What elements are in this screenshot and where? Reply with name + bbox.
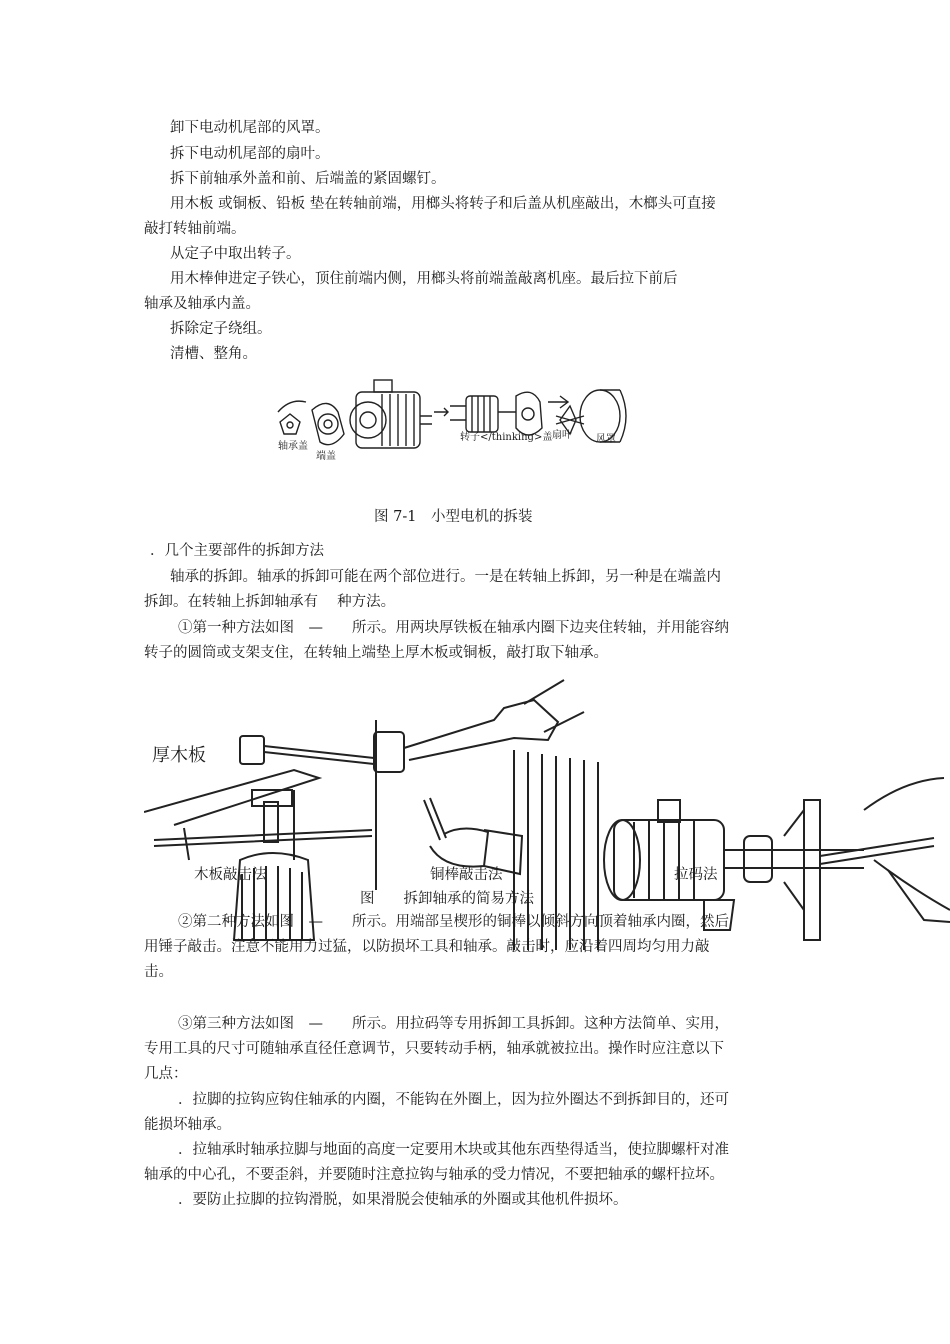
step-1: 卸下电动机尾部的风罩。 xyxy=(170,120,330,136)
note-1: ．拉脚的拉钩应钩住轴承的内圈，不能钩在外圈上，因为拉外圈达不到拆卸目的，还可 xyxy=(178,1092,729,1108)
label-fan: 扇叶 xyxy=(552,430,572,441)
label-end-cover: 端盖 xyxy=(316,451,336,462)
note-1-cont: 能损坏轴承。 xyxy=(144,1117,231,1133)
label-rotor: 转子</thinking>盖 xyxy=(460,432,553,443)
subcaption-puller: 拉码法 xyxy=(674,867,718,883)
note-3: ．要防止拉脚的拉钩滑脱，如果滑脱会使轴承的外圈或其他机件损坏。 xyxy=(178,1192,628,1208)
subcaption-copper-rod: 铜棒敲击法 xyxy=(430,867,503,883)
subcaption-wood-board: 木板敲击法 xyxy=(194,867,267,883)
step-3: 拆下前轴承外盖和前、后端盖的紧固螺钉。 xyxy=(170,171,446,187)
step-4: 用木板 或铜板、铅板 垫在转轴前端，用榔头将转子和后盖从机座敲出，木榔头可直接 xyxy=(170,196,716,212)
step-4-cont: 敲打转轴前端。 xyxy=(144,221,246,237)
step-7: 拆除定子绕组。 xyxy=(170,321,272,337)
note-2-cont: 轴承的中心孔，不要歪斜，并要随时注意拉钩与轴承的受力情况，不要把轴承的螺杆拉坏。 xyxy=(144,1167,724,1183)
note-2: ．拉轴承时轴承拉脚与地面的高度一定要用木块或其他东西垫得适当，使拉脚螺杆对准 xyxy=(178,1142,729,1158)
method-3: ③第三种方法如图 — 所示。用拉码等专用拆卸工具拆卸。这种方法简单、实用， xyxy=(178,1016,729,1032)
method-3-cont-1: 专用工具的尺寸可随轴承直径任意调节，只要转动手柄，轴承就被拉出。操作时应注意以下 xyxy=(144,1041,724,1057)
method-1: ①第一种方法如图 — 所示。用两块厚铁板在轴承内圈下边夹住转轴，并用能容纳 xyxy=(178,620,729,636)
label-thick-board: 厚木板 xyxy=(152,745,206,766)
step-8: 清槽、整角。 xyxy=(170,346,257,362)
paragraph-1-cont: 拆卸。在转轴上拆卸轴承有 种方法。 xyxy=(144,594,396,610)
figure-2-caption: 图 拆卸轴承的简易方法 xyxy=(360,891,534,907)
figure-bearing-removal xyxy=(144,660,950,950)
section-heading: ．几个主要部件的拆卸方法 xyxy=(150,543,324,559)
step-6-cont: 轴承及轴承内盖。 xyxy=(144,296,260,312)
label-hood: 风罩 xyxy=(596,434,616,445)
method-1-cont: 转子的圆筒或支架支住，在转轴上端垫上厚木板或铜板，敲打取下轴承。 xyxy=(144,645,608,661)
label-bearing-cover: 轴承盖 xyxy=(278,441,308,452)
method-2: ②第二种方法如图 — 所示。用端部呈楔形的铜棒以倾斜方向顶着轴承内圈，然后 xyxy=(178,914,729,930)
figure-7-1-caption: 图 7-1 小型电机的拆装 xyxy=(374,509,533,525)
step-5: 从定子中取出转子。 xyxy=(170,246,301,262)
step-2: 拆下电动机尾部的扇叶。 xyxy=(170,146,330,162)
method-2-cont-2: 击。 xyxy=(144,964,173,980)
method-3-cont-2: 几点： xyxy=(144,1066,188,1082)
method-2-cont-1: 用锤子敲击。注意不能用力过猛，以防损坏工具和轴承。敲击时，应沿着四周均匀用力敲 xyxy=(144,939,710,955)
paragraph-1: 轴承的拆卸。轴承的拆卸可能在两个部位进行。一是在转轴上拆卸，另一种是在端盖内 xyxy=(170,569,721,585)
step-6: 用木棒伸进定子铁心，顶住前端内侧，用榔头将前端盖敲离机座。最后拉下前后 xyxy=(170,271,678,287)
